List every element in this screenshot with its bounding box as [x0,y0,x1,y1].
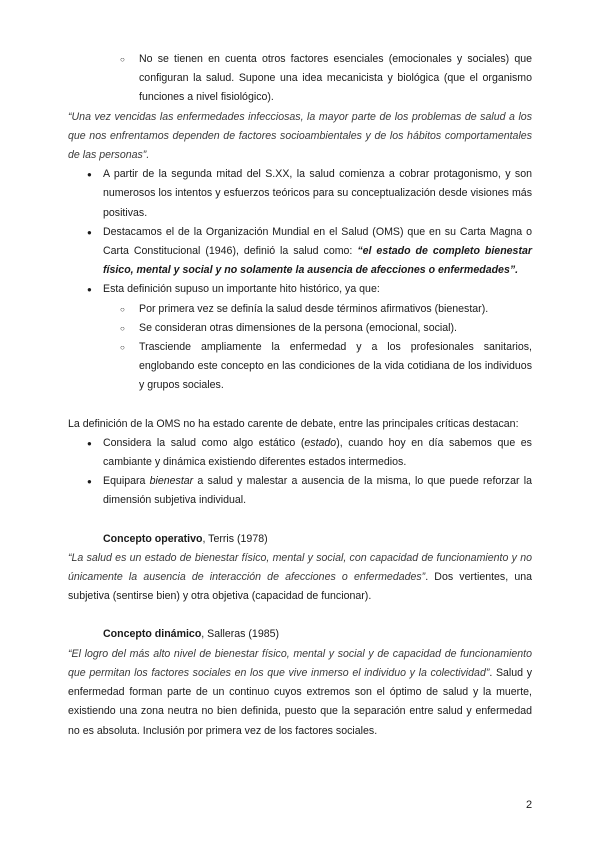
document-page [68,50,532,741]
bullet-list-history [68,165,532,395]
list-item: ○ Trasciende ampliamente la enfermedad y a los profesionales sanitarios, englobando este concepto en las condiciones de la vida cotidiana de los individuos y grupos sociales. [68,338,532,396]
list-item: ○ Por primera vez se definía la salud desde términos afirmativos (bienestar). [68,300,532,319]
oms-definition: “el estado de completo bienestar físico, mental y social y no solamente la ausencia de afecciones o enfermedades”. [103,245,532,277]
milestone-sublist [68,300,532,396]
list-item-oms: ● Destacamos el de la Organización Mundial en el Salud (OMS) que en su Carta Magna o Carta Constitucional (1946), definió la salud como: “el estado de completo bienestar físico, mental y social y no solamente la ausencia de afecciones o enfermedades”. [68,223,532,281]
list-item: ● Esta definición supuso un importante hito histórico, ya que: ○ Por primera vez se definía la salud desde términos afirmativos (bienestar). ○ Se consideran otras dimensiones de la persona (emocional, social). ○ Trasciende ampliamente la enfermedad y a los profesionales sanitarios, englobando este concepto en las condiciones de la vida cotidiana de los individuos y grupos sociales. [68,280,532,395]
dinamico-paragraph: “El logro del más alto nivel de bienestar físico, mental y social y de capacidad de funcionamiento que permitan los factores sociales en los que vive inmerso el individuo y la colectividad”. Salud y enfermedad forman parte de un continuo cuyos extremos son el óptimo de salud y la muerte, existiendo una zona neutra no bien definida, puesto que la separación entre salud y enfermedad no es absoluta. Inclusión por primera vez de los factores sociales. [68,647,532,737]
dinamico-heading: Concepto dinámico, Salleras (1985) [103,628,280,641]
list-item: ● Equipara bienestar a salud y malestar a ausencia de la misma, lo que puede reforzar la dimensión subjetiva individual. [68,472,532,510]
top-sublist [68,50,532,108]
list-item: ○ Se consideran otras dimensiones de la persona (emocional, social). [68,319,532,338]
operativo-heading: Concepto operativo, Terris (1978) [103,532,268,545]
list-item: ○ No se tienen en cuenta otros factores esenciales (emocionales y sociales) que configuran la salud. Supone una idea mecanicista y biológica (que el organismo funciones a nivel fisiológico). [68,50,532,108]
bullet-list-critics [68,434,532,511]
operativo-paragraph: “La salud es un estado de bienestar físico, mental y social, con capacidad de funcionamiento y no únicamente la ausencia de interacción de afecciones o enfermedades”. Dos vertientes, una subjetiva (sentirse bien) y otra objetiva (capacidad de funcionar). [68,551,532,603]
page-number: 2 [526,799,533,811]
quote-infectious-diseases: “Una vez vencidas las enfermedades infecciosas, la mayor parte de los problemas de salud a los que nos enfrentamos dependen de factores socioambientales y de los hábitos comportamentales de las personas”. [68,110,532,162]
list-item: ● Considera la salud como algo estático (estado), cuando hoy en día sabemos que es cambiante y dinámica existiendo diferentes estados intermedios. [68,434,532,472]
oms-critics-intro: La definición de la OMS no ha estado carente de debate, entre las principales críticas destacan: [68,417,519,430]
list-item: ● A partir de la segunda mitad del S.XX, la salud comienza a cobrar protagonismo, y son numerosos los intentos y esfuerzos teóricos para su conceptualización desde visiones más positivas. [68,165,532,223]
